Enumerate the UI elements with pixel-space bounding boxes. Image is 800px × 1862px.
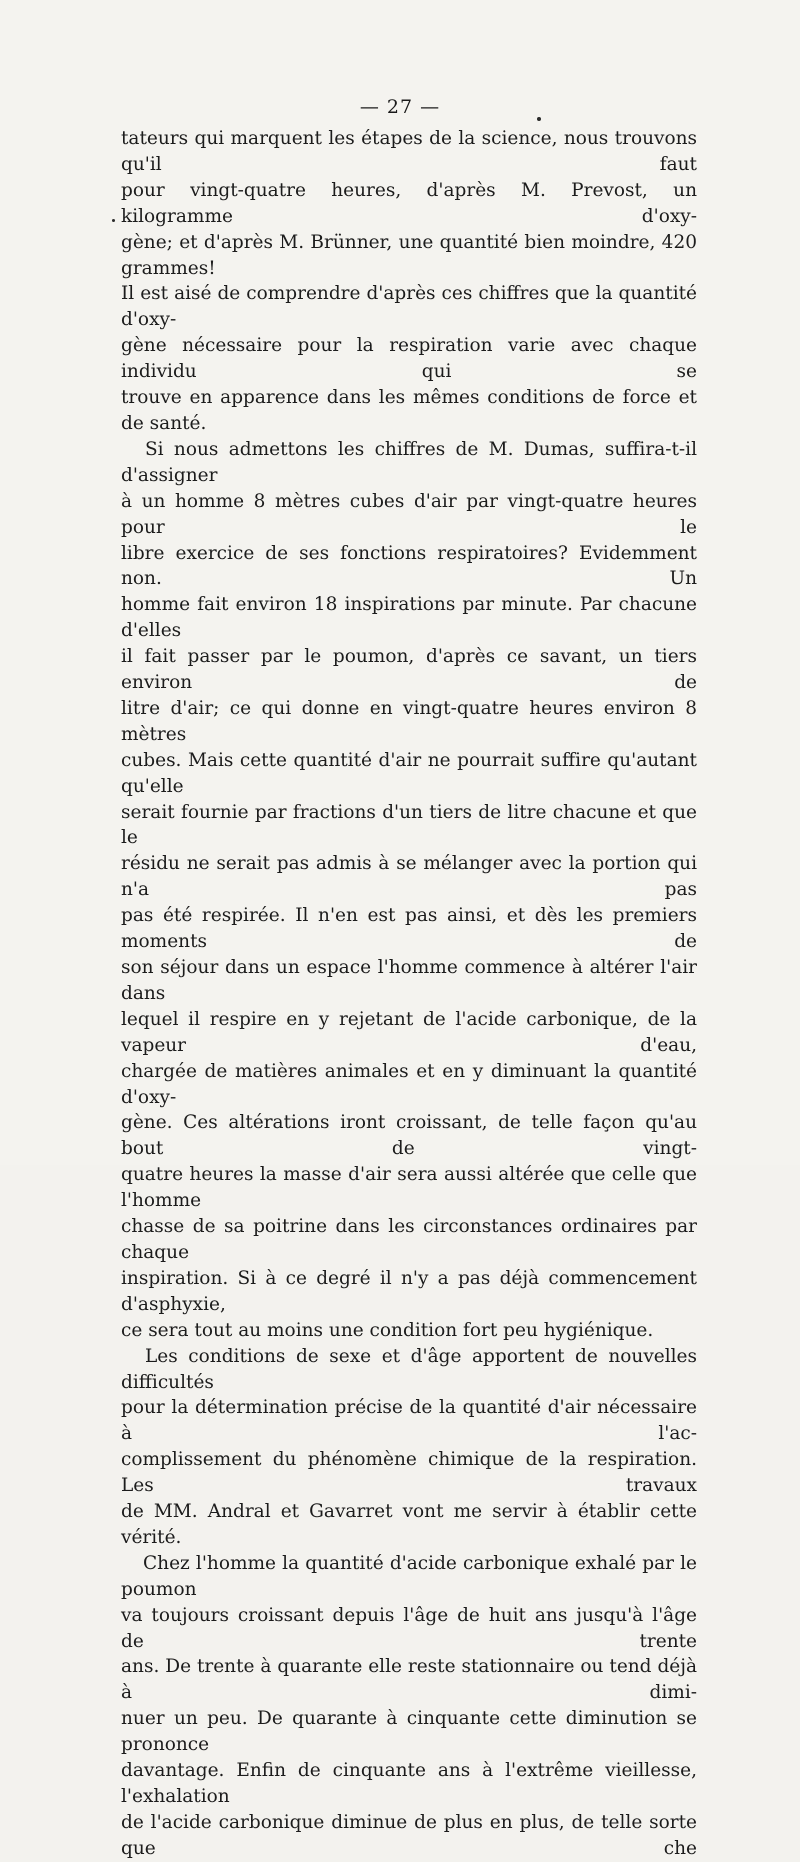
body-text — [121, 126, 697, 1862]
text-line: à un homme 8 mètres cubes d'air par vingt-quatre heures pour le — [121, 490, 697, 538]
text-line: davantage. Enfin de cinquante ans à l'extrême vieillesse, l'exhalation — [121, 1760, 697, 1807]
text-line: ce sera tout au moins une condition fort peu hygiénique. — [121, 1319, 654, 1341]
text-line: lequel il respire en y rejetant de l'acide carbonique, de la vapeur d'eau, — [121, 1008, 697, 1056]
text-line: résidu ne serait pas admis à se mélanger avec la portion qui n'a pas — [121, 853, 697, 901]
text-line: pour vingt-quatre heures, d'après M. Prevost, un kilogramme d'oxy- — [121, 179, 697, 227]
text-line: homme fait environ 18 inspirations par minute. Par chacune d'elles — [121, 594, 697, 642]
text-line: serait fournie par fractions d'un tiers de litre chacune et que le — [121, 801, 697, 849]
text-line: Chez l'homme la quantité d'acide carbonique exhalé par le poumon — [121, 1552, 697, 1600]
text-line: ans. De trente à quarante elle reste stationnaire ou tend déjà à dimi- — [121, 1656, 697, 1704]
text-line: cubes. Mais cette quantité d'air ne pourrait suffire qu'autant qu'elle — [121, 749, 697, 797]
text-line: nuer un peu. De quarante à cinquante cette diminution se prononce — [121, 1708, 697, 1756]
text-line: litre d'air; ce qui donne en vingt-quatre heures environ 8 mètres — [121, 697, 697, 745]
text-line: il fait passer par le poumon, d'après ce savant, un tiers environ de — [121, 646, 697, 694]
text-line: pas été respirée. Il n'en est pas ainsi, et dès les premiers moments de — [121, 905, 697, 953]
text-line: va toujours croissant depuis l'âge de huit ans jusqu'à l'âge de trente — [121, 1604, 697, 1652]
text-line: libre exercice de ses fonctions respiratoires? Evidemment non. Un — [121, 542, 697, 590]
text-line: trouve en apparence dans les mêmes conditions de force et de santé. — [121, 387, 697, 434]
ink-speck — [537, 117, 541, 121]
text-line: de l'acide carbonique diminue de plus en plus, de telle sorte que che — [121, 1811, 697, 1859]
text-line: gène; et d'après M. Brünner, une quantité bien moindre, 420 grammes! — [121, 231, 697, 279]
text-line: quatre heures la masse d'air sera aussi altérée que celle que l'homme — [121, 1164, 697, 1212]
text-line: pour la détermination précise de la quantité d'air nécessaire à l'ac- — [121, 1397, 697, 1445]
text-line: chasse de sa poitrine dans les circonstances ordinaires par chaque — [121, 1216, 697, 1263]
text-line: son séjour dans un espace l'homme commence à altérer l'air dans — [121, 957, 697, 1004]
text-line: chargée de matières animales et en y diminuant la quantité d'oxy- — [121, 1060, 697, 1108]
text-line: de MM. Andral et Gavarret vont me servir à établir cette vérité. — [121, 1501, 697, 1548]
text-line: inspiration. Si à ce degré il n'y a pas déjà commencement d'asphyxie, — [121, 1267, 697, 1315]
text-line: tateurs qui marquent les étapes de la science, nous trouvons qu'il faut — [121, 128, 697, 175]
text-line: Les conditions de sexe et d'âge apportent de nouvelles difficultés — [121, 1345, 697, 1393]
text-line: Il est aisé de comprendre d'après ces chiffres que la quantité d'oxy- — [121, 283, 697, 331]
text-line: complissement du phénomène chimique de la respiration. Les travaux — [121, 1449, 697, 1497]
ink-speck — [112, 219, 115, 222]
page-number: — 27 — — [359, 96, 441, 118]
text-line: gène nécessaire pour la respiration varie avec chaque individu qui se — [121, 335, 697, 383]
text-line: gène. Ces altérations iront croissant, de telle façon qu'au bout de vingt- — [121, 1112, 697, 1160]
text-line: Si nous admettons les chiffres de M. Dumas, suffira-t-il d'assigner — [121, 438, 697, 486]
